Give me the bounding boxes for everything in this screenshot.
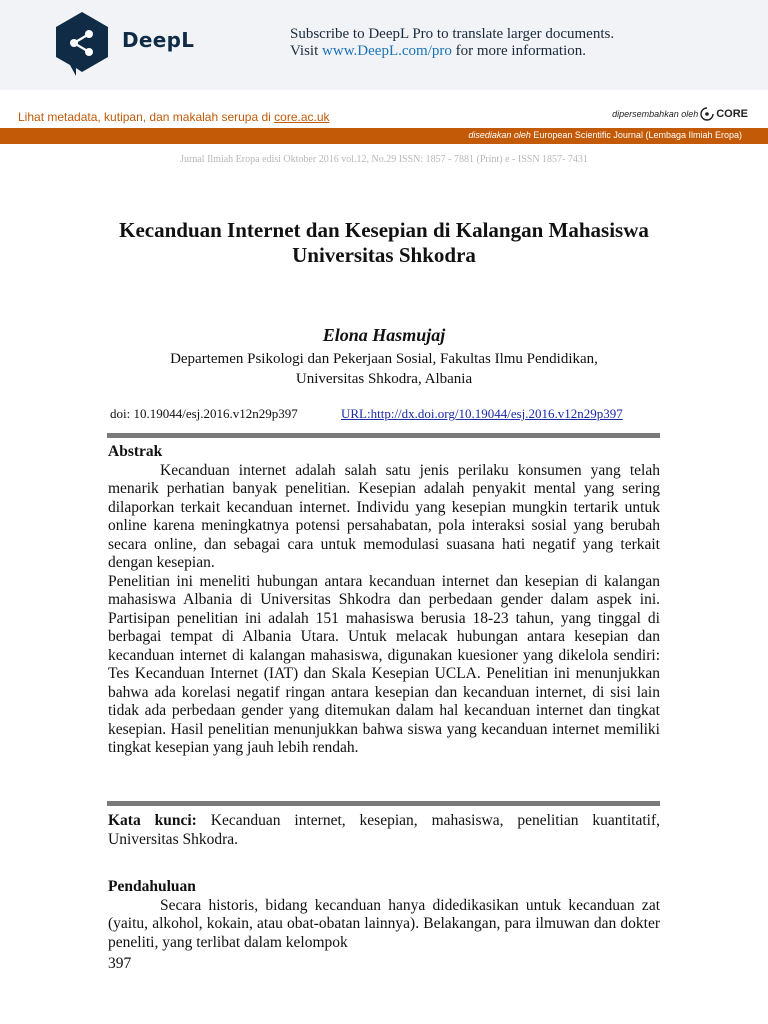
core-metadata-line	[18, 110, 330, 124]
deepl-rest-text: for more information.	[451, 43, 586, 59]
keywords-text: Kecanduan internet, kesepian, mahasiswa, penelitian kuantitatif, Universitas Shkodra.	[108, 812, 660, 848]
core-provider-text	[468, 130, 742, 140]
core-provider-bar	[0, 128, 768, 144]
core-provided-italic: disediakan oleh	[468, 130, 531, 140]
doi-link[interactable]: URL:http://dx.doi.org/10.19044/esj.2016.v12n29p397	[341, 406, 623, 421]
introduction-section	[108, 878, 660, 952]
core-metadata-text: Lihat metadata, kutipan, dan makalah serupa di	[18, 110, 275, 124]
deepl-message	[290, 26, 614, 60]
abstract-paragraph-1: Kecanduan internet adalah salah satu jenis perilaku konsumen yang telah menarik perhatian banyak penelitian. Kesepian adalah penyakit mental yang sering dilaporkan terkait kecanduan internet. Individu yang kesepian mungkin tertarik untuk online karena meningkatnya potensi persahabatan, pola interaksi sosial yang berubah secara online, dan sebagai cara untuk memodulasi suasana hati negatif yang terkait dengan kesepian.	[108, 461, 660, 571]
doi-label: doi: 10.19044/esj.2016.v12n29p397	[110, 406, 298, 421]
introduction-heading: Pendahuluan	[108, 878, 196, 895]
paper-title: Kecanduan Internet dan Kesepian di Kalangan Mahasiswa Universitas Shkodra	[119, 218, 649, 267]
core-presented-text: dipersembahkan oleh	[612, 109, 699, 119]
keywords-section	[108, 812, 660, 849]
core-brand: CORE	[716, 108, 748, 120]
divider-bottom	[107, 801, 660, 806]
core-logo-icon	[700, 107, 714, 121]
abstract-paragraph-2: Penelitian ini meneliti hubungan antara kecanduan internet dan kesepian di kalangan mahasiswa Albania di Universitas Shkodra dan perbedaan gender dalam aspek ini. Partisipan penelitian ini adalah 151 mahasiswa berusia 18-23 tahun, yang tinggal di berbagai tempat di Albania Utara. Untuk melacak hubungan antara kesepian dan kecanduan internet di kalangan mahasiswa, digunakan kuesioner yang dikelola sendiri: Tes Kecanduan Internet (IAT) dan Skala Kesepian UCLA. Penelitian ini menunjukkan bahwa ada korelasi negatif ringan antara kesepian dan kecanduan internet, di sisi lain tidak ada perbedaan gender yang ditemukan dalam hal kecanduan internet dan tingkat kesepian. Hasil penelitian menunjukkan bahwa siswa yang kecanduan internet memiliki tingkat kesepian yang jauh lebih rendah.	[108, 572, 660, 756]
introduction-paragraph: Secara historis, bidang kecanduan hanya didedikasikan untuk kecanduan zat (yaitu, alkohol, kokain, atau obat-obatan lainnya). Belakangan, para ilmuwan dan dokter peneliti, yang terlibat dalam kelompok	[108, 896, 660, 951]
keywords-line	[108, 812, 660, 849]
deepl-pro-link[interactable]: www.DeepL.com/pro	[322, 43, 452, 59]
deepl-banner	[0, 0, 768, 90]
author-name: Elona Hasmujaj	[322, 325, 446, 345]
journal-info: Jurnal Ilmiah Eropa edisi Oktober 2016 vol.12, No.29 ISSN: 1857 - 7881 (Print) e - ISSN 1857- 7431	[180, 154, 588, 165]
abstract-section	[108, 443, 660, 758]
divider-top	[107, 433, 660, 438]
author-affiliation: Departemen Psikologi dan Pekerjaan Sosial, Fakultas Ilmu Pendidikan, Universitas Shkodra, Albania	[170, 351, 598, 387]
deepl-message-line1: Subscribe to DeepL Pro to translate larger documents.	[290, 26, 615, 42]
deepl-visit-text: Visit	[290, 43, 323, 59]
core-provided-rest: European Scientific Journal (Lembaga Ilmiah Eropa)	[530, 130, 742, 140]
core-link[interactable]: core.ac.uk	[274, 110, 330, 124]
abstract-heading: Abstrak	[108, 443, 163, 460]
deepl-logo-icon	[54, 10, 110, 78]
keywords-label: Kata kunci:	[108, 812, 197, 829]
deepl-message-line2	[290, 43, 614, 60]
page-number: 397	[108, 955, 132, 972]
deepl-brand: DeepL	[122, 28, 195, 52]
core-presented-by	[612, 107, 748, 121]
